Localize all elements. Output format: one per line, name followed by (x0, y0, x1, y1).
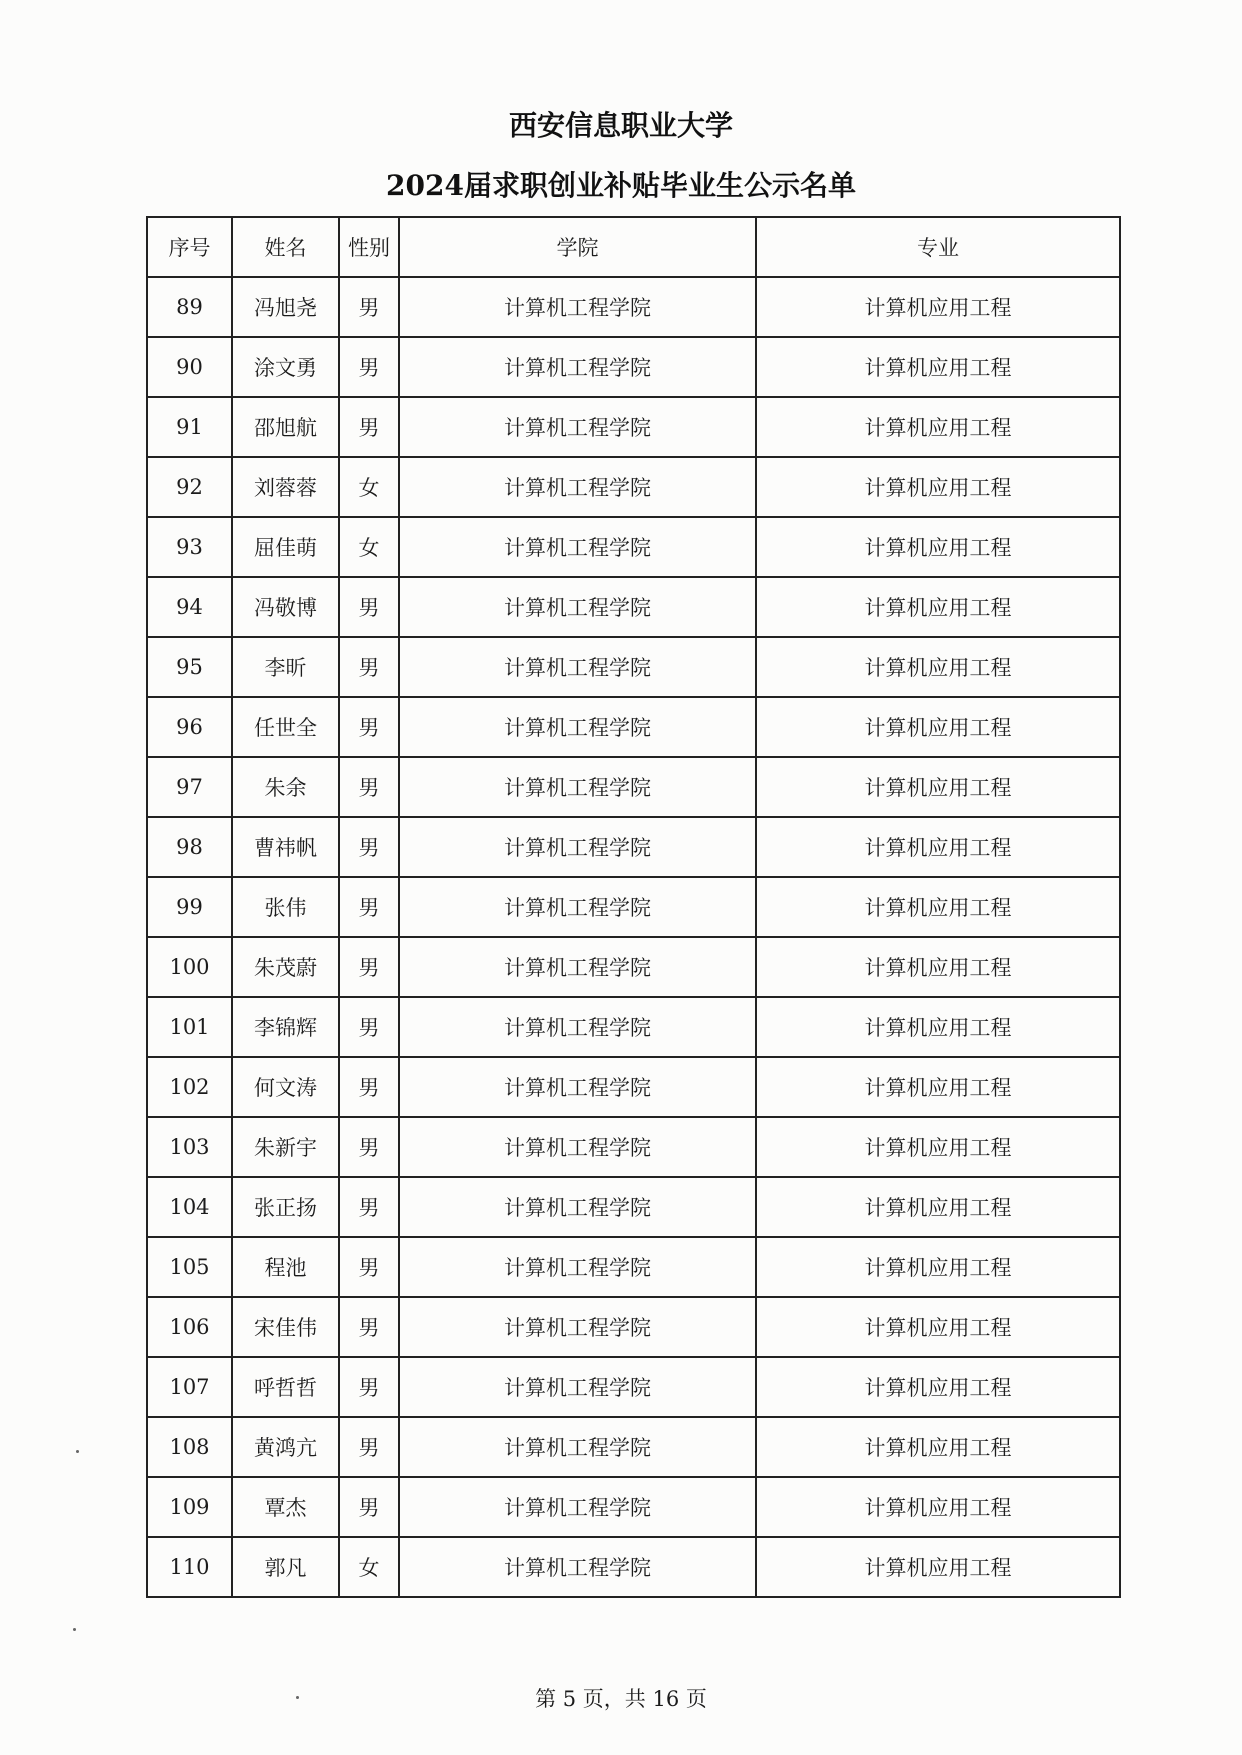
cell-college: 计算机工程学院 (399, 1357, 756, 1417)
table-row (147, 1297, 1120, 1357)
cell-major: 计算机应用工程 (756, 757, 1120, 817)
cell-name: 张正扬 (232, 1177, 339, 1237)
cell-major: 计算机应用工程 (756, 1117, 1120, 1177)
cell-college: 计算机工程学院 (399, 637, 756, 697)
scan-speck (73, 1628, 76, 1631)
cell-college: 计算机工程学院 (399, 1417, 756, 1477)
cell-name: 朱茂蔚 (232, 937, 339, 997)
cell-seq: 110 (147, 1537, 232, 1597)
cell-major: 计算机应用工程 (756, 937, 1120, 997)
cell-name: 覃杰 (232, 1477, 339, 1537)
cell-name: 朱余 (232, 757, 339, 817)
table-row (147, 457, 1120, 517)
cell-seq: 93 (147, 517, 232, 577)
list-title: 2024届求职创业补贴毕业生公示名单 (386, 169, 856, 202)
cell-college: 计算机工程学院 (399, 757, 756, 817)
cell-name: 刘蓉蓉 (232, 457, 339, 517)
table-row (147, 577, 1120, 637)
cell-gender: 男 (339, 937, 399, 997)
table-row (147, 1357, 1120, 1417)
cell-major: 计算机应用工程 (756, 1417, 1120, 1477)
cell-college: 计算机工程学院 (399, 277, 756, 337)
cell-name: 朱新宇 (232, 1117, 339, 1177)
column-header-seq: 序号 (147, 217, 232, 277)
cell-name: 屈佳萌 (232, 517, 339, 577)
cell-major: 计算机应用工程 (756, 337, 1120, 397)
cell-college: 计算机工程学院 (399, 1537, 756, 1597)
cell-gender: 男 (339, 1057, 399, 1117)
cell-seq: 104 (147, 1177, 232, 1237)
cell-major: 计算机应用工程 (756, 457, 1120, 517)
cell-major: 计算机应用工程 (756, 1537, 1120, 1597)
cell-major: 计算机应用工程 (756, 1177, 1120, 1237)
cell-gender: 男 (339, 757, 399, 817)
cell-college: 计算机工程学院 (399, 397, 756, 457)
cell-name: 邵旭航 (232, 397, 339, 457)
cell-name: 涂文勇 (232, 337, 339, 397)
cell-name: 冯旭尧 (232, 277, 339, 337)
cell-seq: 96 (147, 697, 232, 757)
cell-major: 计算机应用工程 (756, 577, 1120, 637)
cell-seq: 101 (147, 997, 232, 1057)
table-row (147, 1537, 1120, 1597)
cell-gender: 男 (339, 277, 399, 337)
cell-college: 计算机工程学院 (399, 877, 756, 937)
table-row (147, 757, 1120, 817)
table-body (147, 277, 1120, 1597)
cell-name: 李锦辉 (232, 997, 339, 1057)
cell-name: 呼哲哲 (232, 1357, 339, 1417)
cell-name: 何文涛 (232, 1057, 339, 1117)
cell-seq: 99 (147, 877, 232, 937)
cell-college: 计算机工程学院 (399, 1057, 756, 1117)
cell-gender: 男 (339, 1117, 399, 1177)
table-row (147, 277, 1120, 337)
cell-name: 郭凡 (232, 1537, 339, 1597)
cell-gender: 男 (339, 1417, 399, 1477)
cell-seq: 105 (147, 1237, 232, 1297)
table-header (147, 217, 1120, 277)
cell-gender: 女 (339, 457, 399, 517)
cell-seq: 102 (147, 1057, 232, 1117)
table-row (147, 997, 1120, 1057)
cell-gender: 男 (339, 1237, 399, 1297)
cell-gender: 男 (339, 637, 399, 697)
table-row (147, 1057, 1120, 1117)
cell-college: 计算机工程学院 (399, 577, 756, 637)
cell-major: 计算机应用工程 (756, 277, 1120, 337)
table-row (147, 1117, 1120, 1177)
cell-name: 曹祎帆 (232, 817, 339, 877)
cell-seq: 92 (147, 457, 232, 517)
cell-gender: 男 (339, 1297, 399, 1357)
cell-seq: 98 (147, 817, 232, 877)
cell-name: 张伟 (232, 877, 339, 937)
cell-college: 计算机工程学院 (399, 517, 756, 577)
cell-seq: 91 (147, 397, 232, 457)
cell-major: 计算机应用工程 (756, 697, 1120, 757)
cell-gender: 男 (339, 577, 399, 637)
cell-gender: 男 (339, 1177, 399, 1237)
column-header-gender: 性别 (339, 217, 399, 277)
university-title: 西安信息职业大学 (508, 109, 733, 142)
cell-college: 计算机工程学院 (399, 1117, 756, 1177)
scan-speck (76, 1450, 79, 1453)
cell-name: 冯敬博 (232, 577, 339, 637)
cell-seq: 106 (147, 1297, 232, 1357)
cell-major: 计算机应用工程 (756, 1297, 1120, 1357)
cell-major: 计算机应用工程 (756, 517, 1120, 577)
table-row (147, 337, 1120, 397)
cell-seq: 109 (147, 1477, 232, 1537)
cell-major: 计算机应用工程 (756, 997, 1120, 1057)
cell-seq: 94 (147, 577, 232, 637)
table-row (147, 397, 1120, 457)
cell-college: 计算机工程学院 (399, 1477, 756, 1537)
cell-college: 计算机工程学院 (399, 457, 756, 517)
cell-college: 计算机工程学院 (399, 697, 756, 757)
cell-name: 程池 (232, 1237, 339, 1297)
cell-gender: 男 (339, 817, 399, 877)
column-header-college: 学院 (399, 217, 756, 277)
cell-gender: 男 (339, 337, 399, 397)
scan-speck (296, 1696, 299, 1699)
cell-college: 计算机工程学院 (399, 937, 756, 997)
cell-gender: 男 (339, 397, 399, 457)
graduate-roster-table (146, 216, 1121, 1598)
cell-major: 计算机应用工程 (756, 1357, 1120, 1417)
cell-major: 计算机应用工程 (756, 1057, 1120, 1117)
cell-gender: 男 (339, 1477, 399, 1537)
table-row (147, 1417, 1120, 1477)
cell-seq: 100 (147, 937, 232, 997)
cell-name: 黄鸿亢 (232, 1417, 339, 1477)
cell-seq: 107 (147, 1357, 232, 1417)
cell-gender: 男 (339, 697, 399, 757)
cell-major: 计算机应用工程 (756, 1477, 1120, 1537)
table-row (147, 517, 1120, 577)
table-row (147, 637, 1120, 697)
table-row (147, 1477, 1120, 1537)
cell-major: 计算机应用工程 (756, 1237, 1120, 1297)
cell-seq: 103 (147, 1117, 232, 1177)
cell-seq: 97 (147, 757, 232, 817)
table-row (147, 877, 1120, 937)
cell-gender: 女 (339, 517, 399, 577)
cell-seq: 89 (147, 277, 232, 337)
table-row (147, 697, 1120, 757)
column-header-major: 专业 (756, 217, 1120, 277)
cell-college: 计算机工程学院 (399, 1237, 756, 1297)
table-row (147, 1237, 1120, 1297)
table-row (147, 937, 1120, 997)
table-row (147, 1177, 1120, 1237)
cell-seq: 95 (147, 637, 232, 697)
cell-seq: 90 (147, 337, 232, 397)
cell-gender: 女 (339, 1537, 399, 1597)
cell-gender: 男 (339, 1357, 399, 1417)
table-header-row (147, 217, 1120, 277)
cell-gender: 男 (339, 997, 399, 1057)
cell-name: 宋佳伟 (232, 1297, 339, 1357)
column-header-name: 姓名 (232, 217, 339, 277)
cell-college: 计算机工程学院 (399, 997, 756, 1057)
cell-major: 计算机应用工程 (756, 877, 1120, 937)
cell-name: 任世全 (232, 697, 339, 757)
page-number: 第 5 页，共 16 页 (535, 1687, 707, 1711)
cell-major: 计算机应用工程 (756, 397, 1120, 457)
cell-college: 计算机工程学院 (399, 337, 756, 397)
table-row (147, 817, 1120, 877)
cell-college: 计算机工程学院 (399, 1297, 756, 1357)
cell-college: 计算机工程学院 (399, 1177, 756, 1237)
cell-seq: 108 (147, 1417, 232, 1477)
cell-college: 计算机工程学院 (399, 817, 756, 877)
cell-gender: 男 (339, 877, 399, 937)
cell-major: 计算机应用工程 (756, 817, 1120, 877)
cell-name: 李昕 (232, 637, 339, 697)
cell-major: 计算机应用工程 (756, 637, 1120, 697)
